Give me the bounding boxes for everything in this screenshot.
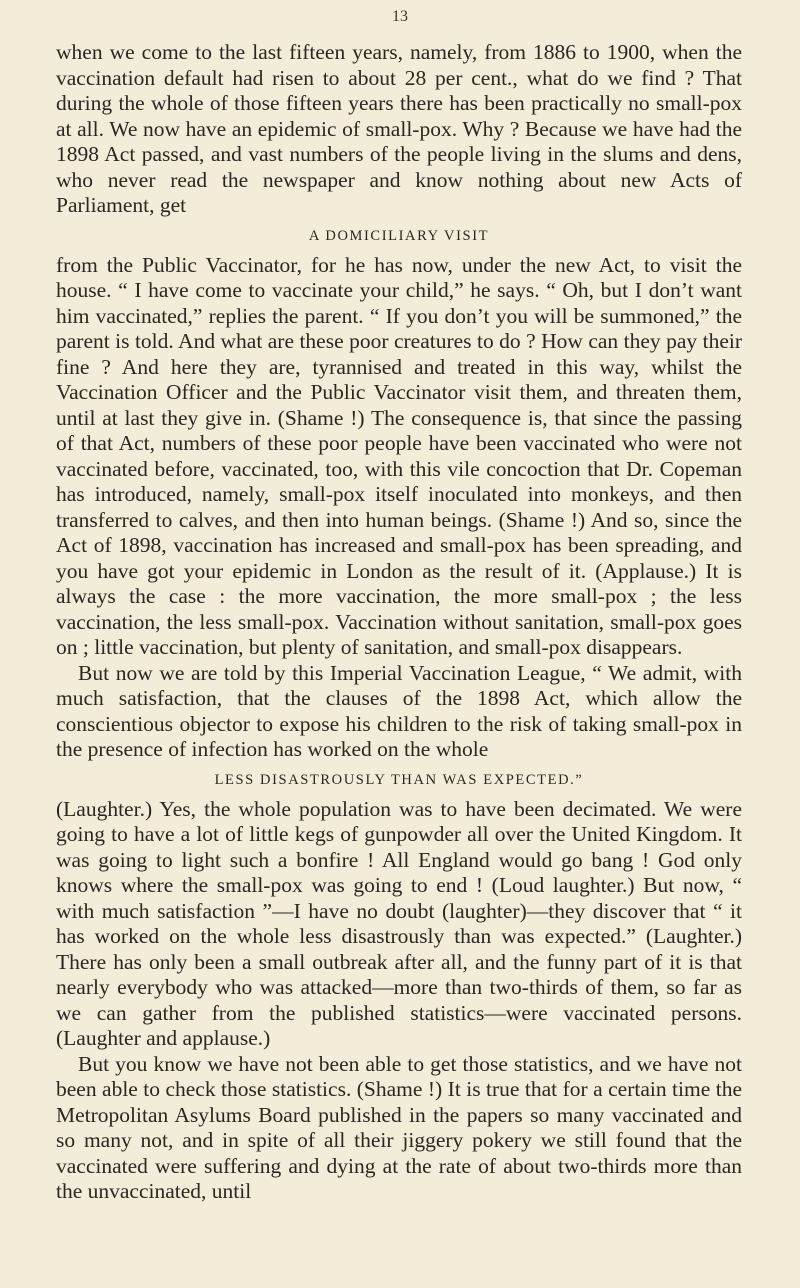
- section-heading: A DOMICILIARY VISIT: [308, 227, 490, 244]
- paragraph: when we come to the last fifteen years, namely, from 1886 to 1900, when the vaccination default had risen to about 28 per cent., what do we find ? That during the whole of those fifteen years there has been practically no small-pox at all. We now have an epidemic of small-pox. Why ? Because we have had the 1898 Act passed, and vast numbers of the people living in the slums and dens, who never read the newspaper and know nothing about new Acts of Parliament, get: [56, 40, 742, 217]
- page-body: [56, 40, 742, 1205]
- paragraph: But you know we have not been able to get those statistics, and we have not been able to check those statistics. (Shame !) It is true that for a certain time the Metropolitan Asylums Board published in the papers so many vaccinated and so many not, and in spite of all their jiggery pokery we still found that the vaccinated were suffering and dying at the rate of about two-thirds more than the unvaccinated, until: [56, 1051, 742, 1203]
- paragraph: (Laughter.) Yes, the whole population was to have been decimated. We were going to have a lot of little kegs of gunpowder all over the United Kingdom. It was going to light such a bonfire ! All England would go bang ! God only knows where the small-pox was going to end ! (Loud laughter.) But now, “ with much satisfaction ”—I have no doubt (laughter)—they discover that “ it has worked on the whole less disastrously than was expected.” (Laughter.) There has only been a small outbreak after all, and the funny part of it is that nearly everybody who was attacked—more than two-thirds of them, so far as we can gather from the published statistics—were vaccinated persons. (Laughter and applause.): [56, 796, 742, 1050]
- section-heading: LESS DISASTROUSLY THAN WAS EXPECTED.”: [214, 771, 584, 788]
- page-number: 13: [392, 8, 408, 25]
- paragraph: from the Public Vaccinator, for he has now, under the new Act, to visit the house. “ I have come to vaccinate your child,” he says. “ Oh, but I don’t want him vaccinated,” replies the parent. “ If you don’t you will be summoned,” the parent is told. And what are these poor creatures to do ? How can they pay their fine ? And here they are, tyrannised and treated in this way, whilst the Vaccination Officer and the Public Vaccinator visit them, and threaten them, until at last they give in. (Shame !) The consequence is, that since the passing of that Act, numbers of these poor people have been vaccinated who were not vaccinated before, vaccinated, too, with this vile concoction that Dr. Copeman has introduced, namely, small-pox itself inoculated into monkeys, and then transferred to calves, and then into human beings. (Shame !) And so, since the Act of 1898, vaccination has increased and small-pox has been spreading, and you have got your epidemic in London as the result of it. (Applause.) It is always the case : the more vaccination, the more small-pox ; the less vaccination, the less small-pox. Vaccination without sanitation, small-pox goes on ; little vaccination, but plenty of sanitation, and small-pox disappears.: [56, 252, 742, 659]
- paragraph: But now we are told by this Imperial Vaccination League, “ We admit, with much satisfaction, that the clauses of the 1898 Act, which allow the conscientious objector to expose his children to the risk of taking small-pox in the presence of infection has worked on the whole: [56, 660, 742, 761]
